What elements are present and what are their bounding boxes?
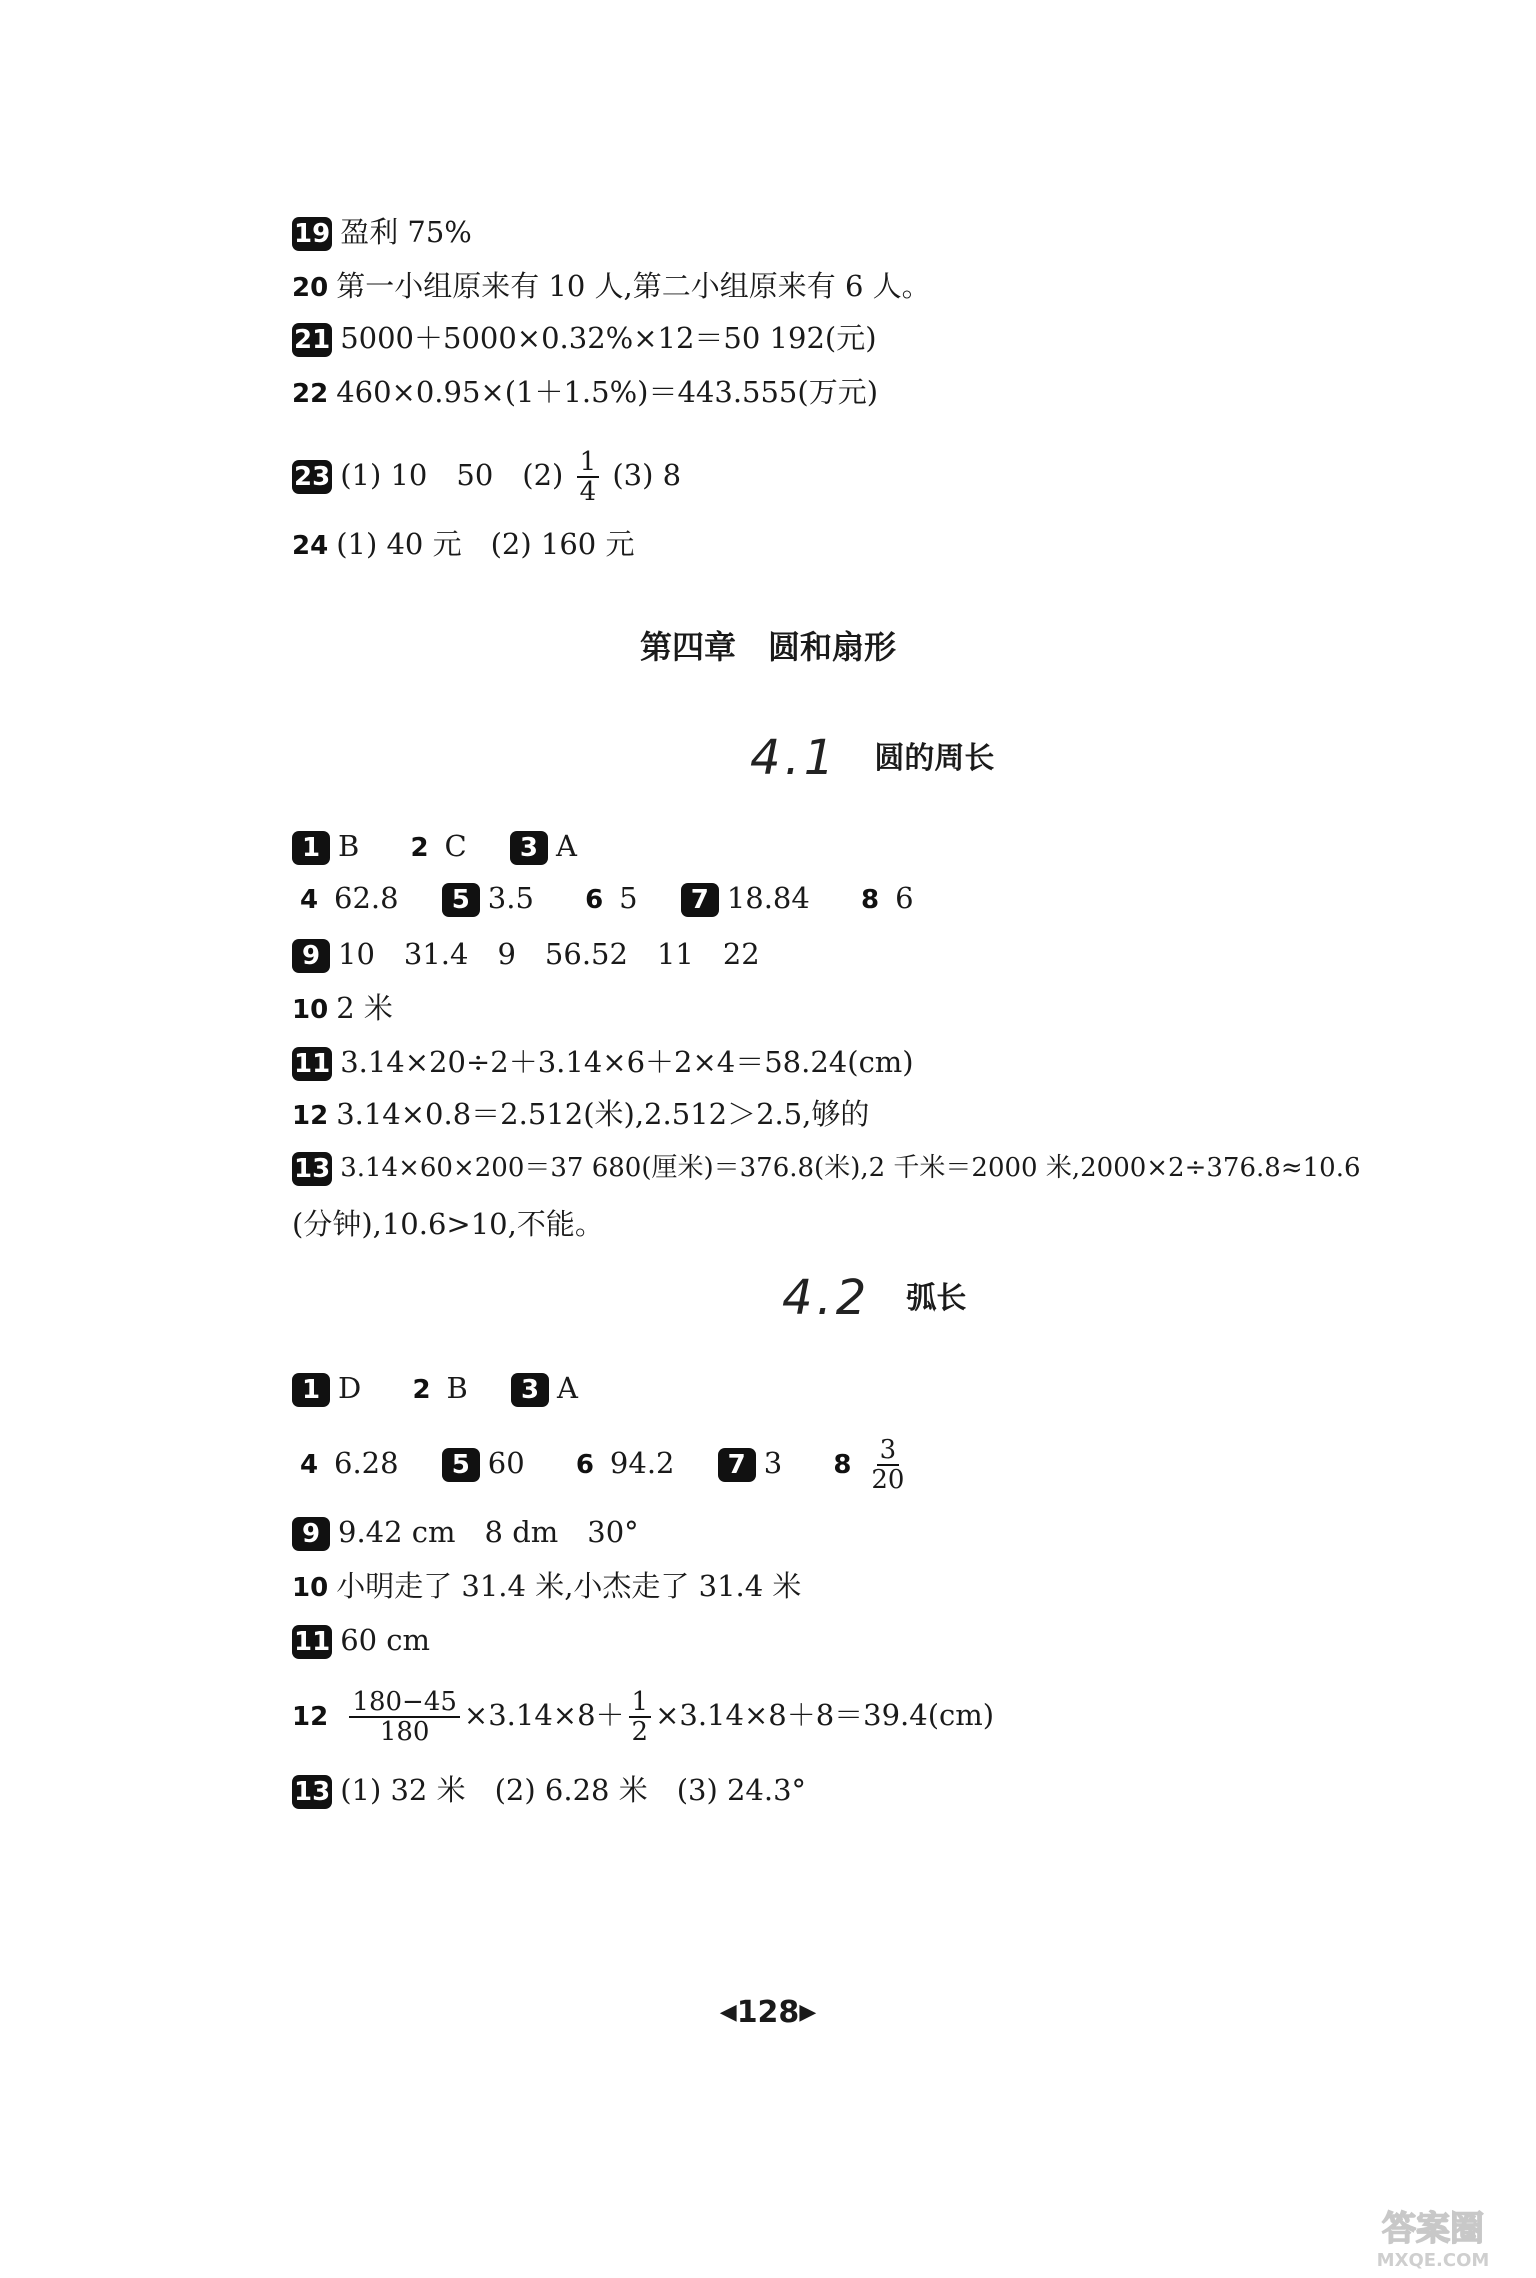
page-number: ◀128▶ xyxy=(719,1995,817,2030)
section-title: 弧长 xyxy=(906,1281,967,1316)
section-number: 4.2 xyxy=(782,1270,871,1326)
answer-24: 24 (1) 40 元 (2) 160 元 xyxy=(292,527,635,561)
answer-10: 10 2 米 xyxy=(292,991,393,1025)
section-title: 圆的周长 xyxy=(874,741,995,776)
answers-1-3: 1 D 2 B 3 A xyxy=(292,1368,578,1408)
section-heading-4-1 xyxy=(750,730,994,786)
answer-10: 10 小明走了 31.4 米,小杰走了 31.4 米 xyxy=(292,1569,802,1603)
fraction: $\frac{1}{4}$ xyxy=(577,448,600,506)
answer-23: 23 (1) 10 50 (2) $\frac{1}{4}$ (3) 8 xyxy=(294,447,682,507)
answers-4-8: 4 6.28 5 60 6 94.2 7 3 8 $\frac{3}{20}$ xyxy=(299,1435,905,1495)
number-label: 20 xyxy=(292,273,329,303)
answer-13: 13 3.14×60×200＝37 680(厘米)＝376.8(米),2 千米＝2000 米,2000×2÷376.8≈10.6 xyxy=(294,1153,1361,1184)
number-badge: 21 xyxy=(294,325,331,355)
answer-11: 11 60 cm xyxy=(294,1623,431,1657)
answer-19: 19 盈利 75% xyxy=(294,215,472,249)
answer-12: 12 $\frac{180-45}{180}$ ×3.14×8＋ $\frac{1}{2}$ ×3.14×8＋8＝39.4(cm) xyxy=(292,1687,995,1747)
answer-9: 9 10 31.4 9 56.52 11 22 xyxy=(292,934,760,974)
number-label: 22 xyxy=(292,379,329,409)
chapter-title: 第四章 圆和扇形 xyxy=(639,628,896,666)
answer-11: 11 3.14×20÷2＋3.14×6＋2×4＝58.24(cm) xyxy=(294,1045,914,1079)
number-badge: 19 xyxy=(294,219,331,249)
answers-4-8: 4 62.8 5 3.5 6 5 7 18.84 8 6 xyxy=(299,881,914,915)
answer-9: 9 9.42 cm 8 dm 30° xyxy=(292,1512,639,1552)
triangle-right-icon: ▶ xyxy=(799,2000,817,2025)
watermark-logo xyxy=(1338,2200,1528,2272)
answer-13-continued: (分钟),10.6>10,不能。 xyxy=(292,1207,604,1241)
fraction: $\frac{180-45}{180}$ xyxy=(349,1688,460,1746)
svg-text:MXQE.COM: MXQE.COM xyxy=(1376,2250,1490,2271)
number-label: 24 xyxy=(292,531,329,561)
answer-12: 12 3.14×0.8＝2.512(米),2.512＞2.5,够的 xyxy=(292,1097,870,1131)
fraction: $\frac{1}{2}$ xyxy=(629,1688,652,1746)
triangle-left-icon: ◀ xyxy=(719,2000,737,2025)
answer-20: 20 第一小组原来有 10 人,第二小组原来有 6 人。 xyxy=(292,269,931,303)
number-badge: 23 xyxy=(294,462,331,492)
section-heading-4-2 xyxy=(782,1270,966,1326)
answer-21: 21 5000＋5000×0.32%×12＝50 192(元) xyxy=(294,321,877,355)
answer-13: 13 (1) 32 米 (2) 6.28 米 (3) 24.3° xyxy=(294,1773,807,1807)
answers-1-3: 1 B 2 C 3 A xyxy=(292,826,577,866)
fraction: $\frac{3}{20}$ xyxy=(871,1435,905,1495)
answer-22: 22 460×0.95×(1＋1.5%)＝443.555(万元) xyxy=(292,375,879,409)
svg-text:答案圈: 答案圈 xyxy=(1382,2209,1484,2249)
section-number: 4.1 xyxy=(750,730,839,786)
